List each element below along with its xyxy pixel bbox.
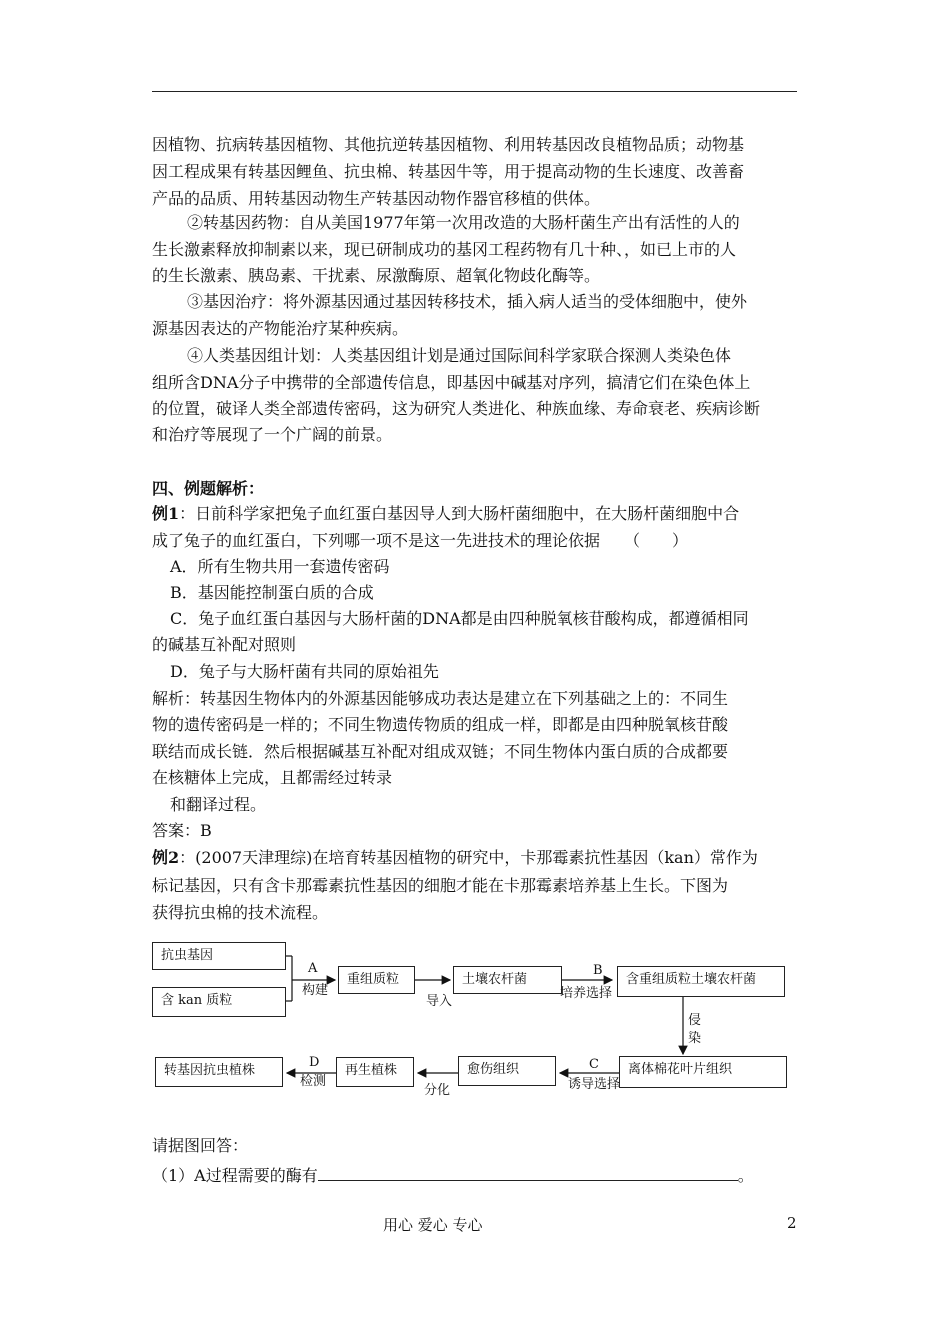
flow-box-insect-gene: 抗虫基因 <box>152 942 286 970</box>
paragraph-line: ③基因治疗：将外源基因通过基因转移技术，插入病人适当的受体细胞中，使外 <box>187 292 748 311</box>
flow-label-import: 导入 <box>426 994 453 1009</box>
footer-motto: 用心 爱心 专心 <box>383 1216 483 1234</box>
flow-box-agro-with-plasmid: 含重组质粒土壤农杆菌 <box>617 966 785 997</box>
example1-analysis-line: 解析：转基因生物体内的外源基因能够成功表达是建立在下列基础之上的：不同生 <box>152 689 729 708</box>
example1-option: C．兔子血红蛋白基因与大肠杆菌的DNA都是由四种脱氧核苷酸构成，都遵循相同 <box>170 609 749 628</box>
q1-suffix: 。 <box>737 1166 754 1185</box>
example1-analysis-line: 和翻译过程。 <box>170 795 267 814</box>
example1-option: A．所有生物共用一套遗传密码 <box>170 557 390 576</box>
example1-analysis-line: 联结而成长链．然后根据碱基互补配对组成双链；不同生物体内蛋白质的合成都要 <box>152 742 729 761</box>
example1-analysis-line: 在核糖体上完成，且都需经过转录 <box>152 768 393 787</box>
paragraph-line: 源基因表达的产物能治疗某种疾病。 <box>152 319 409 338</box>
flow-label-infect-2: 染 <box>688 1031 702 1046</box>
example2-q1 <box>152 1166 754 1186</box>
flow-box-leaf-tissue: 离体棉花叶片组织 <box>619 1056 787 1088</box>
example2-prompt: 请据图回答： <box>152 1136 249 1155</box>
paragraph-line: 生长激素释放抑制素以来，现已研制成功的基冈工程药物有几十种、，如已上市的人 <box>152 240 737 259</box>
example2-question-line: 标记基因，只有含卡那霉素抗性基因的细胞才能在卡那霉素培养基上生长。下图为 <box>152 876 729 895</box>
example1-label: 例1 <box>152 504 180 523</box>
flow-label-detect: 检测 <box>300 1074 327 1089</box>
paragraph-line: 因植物、抗病转基因植物、其他抗逆转基因植物、利用转基因改良植物品质；动物基 <box>152 135 745 154</box>
paragraph-line: 和治疗等展现了一个广阔的前景。 <box>152 425 393 444</box>
paragraph-line: ②转基因药物：自从美国1977年第一次用改造的大肠杆菌生产出有活性的人的 <box>187 213 740 232</box>
flow-label-d: D <box>309 1055 320 1070</box>
example1-option: 的碱基互补配对照则 <box>152 635 297 654</box>
flow-box-callus: 愈伤组织 <box>458 1056 556 1086</box>
flow-label-a: A <box>308 961 318 976</box>
paragraph-line: 的位置，破译人类全部遗传密码，这为研究人类进化、种族血缘、寿命衰老、疾病诊断 <box>152 399 761 418</box>
example1-option: B．基因能控制蛋白质的合成 <box>170 583 374 602</box>
q1-prefix: （1）A过程需要的酶有 <box>152 1166 318 1185</box>
example1-question-line: 成了兔子的血红蛋白，下列哪一项不是这一先进技术的理论依据 （ ） <box>152 531 689 550</box>
section-title: 四、例题解析： <box>152 479 265 498</box>
flow-box-kan-plasmid: 含 kan 质粒 <box>152 987 286 1017</box>
flow-box-regenerated-plant: 再生植株 <box>336 1057 414 1087</box>
flow-diagram <box>150 936 800 1066</box>
flow-label-induce-select: 诱导选择 <box>568 1077 621 1092</box>
flow-box-transgenic-plant: 转基因抗虫植株 <box>155 1057 283 1087</box>
flow-label-infect-1: 侵 <box>688 1013 702 1028</box>
example1-analysis-line: 物的遗传密码是一样的；不同生物遗传物质的组成一样，即都是由四种脱氧核苷酸 <box>152 715 729 734</box>
example1-answer: 答案：B <box>152 821 212 840</box>
paragraph-line: 的生长激素、胰岛素、干扰素、尿激酶原、超氧化物歧化酶等。 <box>152 266 601 285</box>
example1-question-line: 例1：日前科学家把兔子血红蛋白基因导人到大肠杆菌细胞中，在大肠杆菌细胞中合 <box>152 504 740 523</box>
paragraph-line: 组所含DNA分子中携带的全部遗传信息，即基因中碱基对序列，搞清它们在染色体上 <box>152 373 751 392</box>
example2-question-line: 例2：(2007天津理综)在培育转基因植物的研究中，卡那霉素抗性基因（kan）常作为 <box>152 848 758 867</box>
example1-option: D．兔子与大肠杆菌有共同的原始祖先 <box>170 662 439 681</box>
example2-label: 例2 <box>152 848 180 867</box>
flow-box-agrobacterium: 土壤农杆菌 <box>453 966 562 994</box>
flow-label-culture-select: 培养选择 <box>560 986 613 1001</box>
flow-label-c: C <box>589 1057 599 1072</box>
paragraph-line: ④人类基因组计划：人类基因组计划是通过国际间科学家联合探测人类染色体 <box>187 346 732 365</box>
paragraph-line: 因工程成果有转基因鲤鱼、抗虫棉、转基因牛等，用于提高动物的生长速度、改善畜 <box>152 162 745 181</box>
flow-connectors-bottom <box>0 1055 950 1088</box>
page-number: 2 <box>787 1214 797 1232</box>
paragraph-line: 产品的品质、用转基因动物生产转基因动物作器官移植的供体。 <box>152 189 601 208</box>
q1-answer-blank[interactable] <box>318 1166 738 1181</box>
flow-label-b: B <box>593 963 603 978</box>
flow-label-construct: 构建 <box>302 983 329 998</box>
example2-question-line: 获得抗虫棉的技术流程。 <box>152 903 329 922</box>
flow-label-differentiate: 分化 <box>424 1083 451 1098</box>
flow-box-recombinant-plasmid: 重组质粒 <box>338 966 415 994</box>
header-rule <box>152 91 797 92</box>
